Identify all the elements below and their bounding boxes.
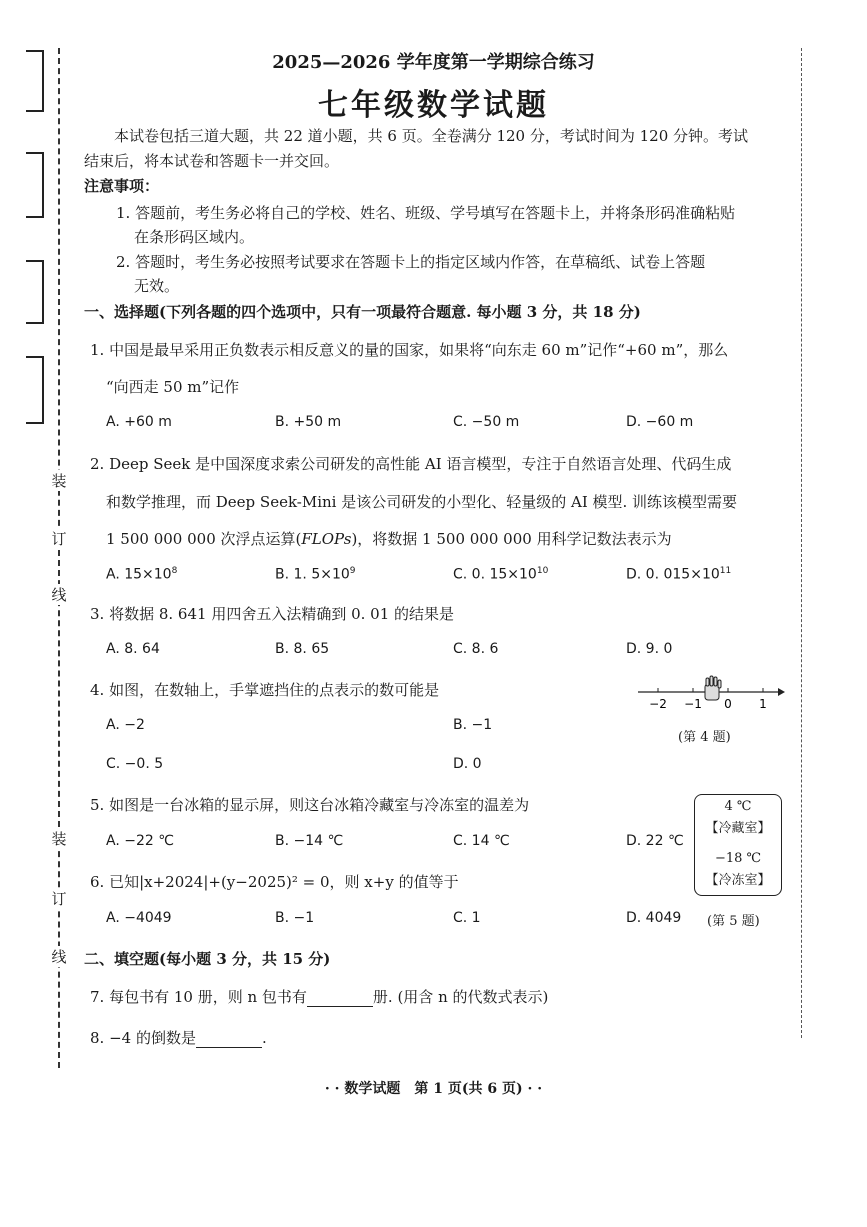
margin-bracket	[26, 152, 44, 218]
notice-item: 在条形码区域内。	[134, 228, 255, 246]
right-margin-line	[801, 48, 802, 1038]
option-b: B. −1	[453, 717, 493, 733]
margin-bracket	[26, 260, 44, 324]
tick-label: −2	[649, 697, 667, 711]
option-b: B. 1. $5\times 10^9$	[275, 566, 356, 583]
binding-line	[58, 48, 60, 1068]
margin-bracket	[26, 356, 44, 424]
option-d: D. −60 m	[626, 414, 694, 430]
option-d: D. 0. $015\times 10^{11}$	[626, 566, 732, 583]
notice-item: 1. 答题前，考生务必将自己的学校、姓名、班级、学号填写在答题卡上，并将条形码准确粘贴	[116, 204, 736, 222]
question-text: 7. 每包书有 10 册，则 n 包书有 册. (用含 n 的代数式表示)	[90, 988, 549, 1006]
option-c: C. −50 m	[453, 414, 520, 430]
arrow-icon	[778, 688, 785, 696]
section-heading: 一、选择题(下列各题的四个选项中，只有一项最符合题意. 每小题 3 分，共 18 分)	[84, 303, 641, 321]
option-c: C. 8. 6	[453, 641, 499, 657]
margin-char: 订	[51, 530, 67, 548]
margin-char: 线	[51, 586, 67, 604]
option-d: D. 0	[453, 756, 482, 772]
question-text: 2. Deep Seek 是中国深度求索公司研发的高性能 AI 语言模型，专注于自然语言处理、代码生成	[90, 455, 732, 473]
tick-label: 0	[724, 697, 732, 711]
answer-blank[interactable]	[307, 988, 373, 1007]
question-text: 1 500 000 000 次浮点运算(FLOPs)，将数据 1 500 000 000 用科学记数法表示为	[106, 530, 672, 548]
option-d: D. 9. 0	[626, 641, 673, 657]
option-b: B. −1	[275, 910, 315, 926]
question-text: 3. 将数据 8. 641 用四舍五入法精确到 0. 01 的结果是	[90, 605, 455, 623]
exam-subtitle: 2025—2026 学年度第一学期综合练习	[272, 52, 595, 73]
option-d: D. 4049	[626, 910, 682, 926]
option-c: C. −0. 5	[106, 756, 164, 772]
section-heading: 二、填空题(每小题 3 分，共 15 分)	[84, 950, 331, 968]
question-text: 4. 如图，在数轴上，手掌遮挡住的点表示的数可能是	[90, 681, 440, 699]
option-a: A. −2	[106, 717, 145, 733]
question-text: “向西走 50 m”记作	[106, 378, 240, 396]
option-d: D. 22 ℃	[626, 833, 684, 849]
notice-item: 无效。	[134, 277, 180, 295]
tick-label: 1	[759, 697, 767, 711]
fridge-display-figure	[694, 794, 782, 896]
option-a: A. −22 ℃	[106, 833, 174, 849]
option-a: A. $15\times 10^8$	[106, 566, 178, 583]
page-footer: · · 数学试题 第 1 页(共 6 页) · ·	[324, 1081, 543, 1097]
margin-char: 装	[51, 472, 67, 490]
fridge-top-temp: 4 ℃	[724, 799, 752, 814]
notice-item: 2. 答题时，考生务必按照考试要求在答题卡上的指定区域内作答，在草稿纸、试卷上答题	[116, 253, 706, 271]
question-text: 5. 如图是一台冰箱的显示屏，则这台冰箱冷藏室与冷冻室的温差为	[90, 796, 530, 814]
option-c: C. 0. $15\times 10^{10}$	[453, 566, 549, 583]
intro-line: 结束后，将本试卷和答题卡一并交回。	[84, 152, 340, 170]
fridge-top-label: 【冷藏室】	[705, 821, 771, 836]
figure-caption: (第 4 题)	[678, 730, 731, 745]
option-a: A. +60 m	[106, 414, 172, 430]
fridge-bottom-label: 【冷冻室】	[705, 873, 771, 888]
option-c: C. 14 ℃	[453, 833, 510, 849]
option-b: B. +50 m	[275, 414, 342, 430]
margin-char: 线	[51, 948, 67, 966]
intro-line: 本试卷包括三道大题，共 22 道小题，共 6 页。全卷满分 120 分，考试时间为 120 分钟。考试	[114, 127, 749, 145]
tick-label: −1	[684, 697, 702, 711]
question-text: 6. 已知|x+2024|+(y−2025)² = 0，则 x+y 的值等于	[90, 873, 459, 891]
margin-char: 装	[51, 830, 67, 848]
question-text: 和数学推理，而 Deep Seek-Mini 是该公司研发的小型化、轻量级的 AI 模型. 训练该模型需要	[106, 493, 738, 511]
option-a: A. 8. 64	[106, 641, 160, 657]
option-a: A. −4049	[106, 910, 172, 926]
question-text: 8. −4 的倒数是 .	[90, 1029, 267, 1047]
question-text: 1. 中国是最早采用正负数表示相反意义的量的国家，如果将“向东走 60 m”记作“+60 m”，那么	[90, 341, 729, 359]
exam-title: 七年级数学试题	[318, 88, 549, 123]
option-b: B. −14 ℃	[275, 833, 344, 849]
fridge-bottom-temp: −18 ℃	[714, 851, 762, 866]
figure-caption: (第 5 题)	[707, 914, 760, 929]
option-c: C. 1	[453, 910, 481, 926]
hand-icon	[705, 676, 721, 700]
option-b: B. 8. 65	[275, 641, 330, 657]
margin-char: 订	[51, 890, 67, 908]
answer-blank[interactable]	[196, 1029, 262, 1048]
number-line-figure	[636, 674, 786, 714]
notice-label: 注意事项：	[84, 177, 160, 195]
